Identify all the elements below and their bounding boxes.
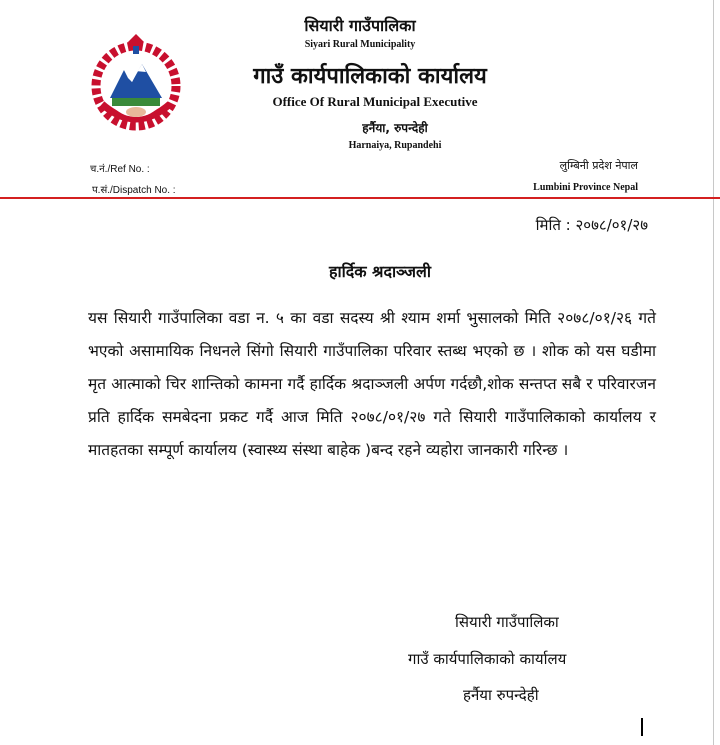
document-date: मिति : २०७८/०१/२७ (535, 216, 648, 234)
header-divider (0, 197, 720, 199)
province-nepali: लुम्बिनी प्रदेश नेपाल (559, 159, 638, 172)
municipality-name-english: Siyari Rural Municipality (304, 39, 416, 50)
document-body: यस सियारी गाउँपालिका वडा न. ५ का वडा सदस्य श्री श्याम शर्मा भुसालको मिति २०७८/०१/२६ गते भएको असामायिक निधनले सिंगो सियारी गाउँपालिका परिवार स्तब्ध भएको छ । शोक को यस घडीमा मृत आत्माको चिर शान्तिको कामना गर्दै हार्दिक श्रदाञ्जली अर्पण गर्दछौ,शोक सन्तप्त सबै र परिवारजन प्रति हार्दिक समबेदना प्रकट गर्दै आज मिति २०७८/०१/२७ गते सियारी गाउँपालिकाको कार्यालय र मातहतका सम्पूर्ण कार्यालय (स्वास्थ्य संस्था बाहेक )बन्द रहने व्यहोरा जानकारी गरिन्छ । (88, 309, 656, 459)
signature-line-office: गाउँ कार्यपालिकाको कार्यालय (408, 650, 567, 668)
ref-number-label: च.नं./Ref No. : (90, 164, 150, 175)
office-name-nepali: गाउँ कार्यपालिकाको कार्यालय (253, 64, 487, 89)
page-edge (713, 0, 714, 745)
place-nepali: हर्नैया, रुपन्देही (362, 121, 428, 135)
nepal-emblem-icon (86, 34, 186, 134)
signature-line-municipality: सियारी गाउँपालिका (455, 613, 559, 631)
place-english: Harnaiya, Rupandehi (348, 140, 442, 151)
province-english: Lumbini Province Nepal (533, 182, 638, 193)
municipality-name-nepali: सियारी गाउँपालिका (304, 16, 416, 35)
text-cursor[interactable] (641, 718, 643, 736)
office-name-english: Office Of Rural Municipal Executive (272, 94, 478, 109)
signature-line-place: हर्नैया रुपन्देही (463, 686, 539, 704)
dispatch-number-label: प.सं./Dispatch No. : (92, 185, 176, 196)
document-title: हार्दिक श्रदाञ्जली (329, 262, 431, 281)
